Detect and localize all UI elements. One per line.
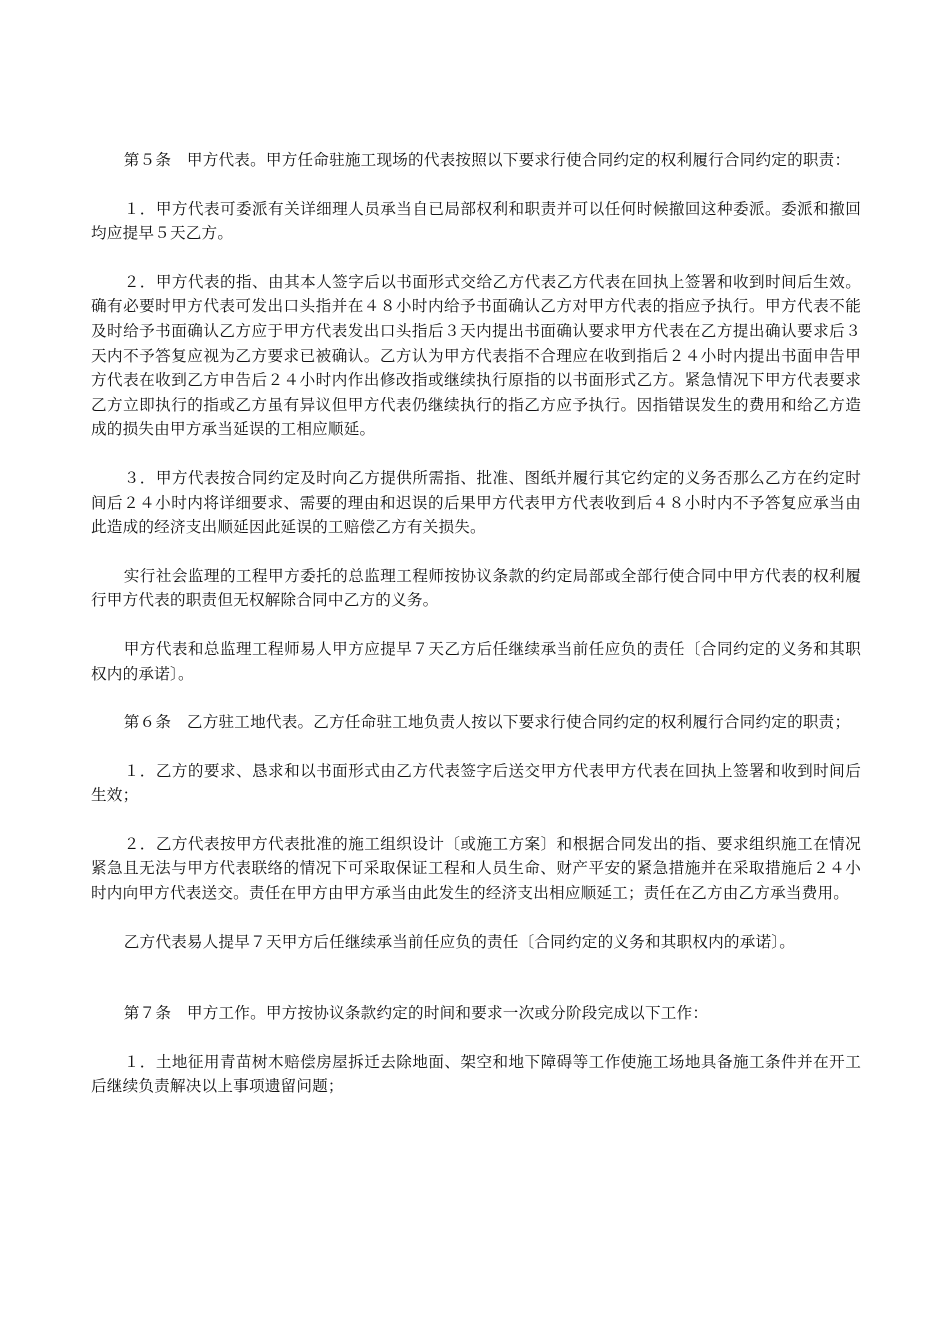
- article-5-heading: 第５条 甲方代表。甲方任命驻施工现场的代表按照以下要求行使合同约定的权利履行合同约定的职责：: [123, 151, 851, 169]
- document-body: [91, 148, 861, 1099]
- article-6-heading: 第６条 乙方驻工地代表。乙方任命驻工地负责人按以下要求行使合同约定的权利履行合同约定的职责；: [123, 713, 851, 732]
- article-5-item-2: ２．甲方代表的指、由其本人签字后以书面形式交给乙方代表乙方代表在回执上签署和收到时间后生效。确有必要时甲方代表可发出口头指并在４８小时内给予书面确认乙方对甲方代表的指应予执行。甲方代表不能及时给予书面确认乙方应于甲方代表发出口头指后３天内提出书面确认要求甲方代表在乙方提出确认要求后３天内不予答复应视为乙方要求已被确认。乙方认为甲方代表指不合理应在收到指后２４小时内提出书面申告甲方代表在收到乙方申告后２４小时内作出修改指或继续执行原指的以书面形式乙方。紧急情况下甲方代表要求乙方立即执行的指或乙方虽有异议但甲方代表仍继续执行的指乙方应予执行。因指错误发生的费用和给乙方造成的损失由甲方承当延误的工相应顺延。: [91, 272, 861, 439]
- article-7-item-1: １．土地征用青苗树木赔偿房屋拆迁去除地面、架空和地下障碍等工作使施工场地具备施工条件并在开工后继续负责解决以上事项遗留问题；: [91, 1052, 861, 1096]
- article-5-supervision-paragraph: 实行社会监理的工程甲方委托的总监理工程师按协议条款的约定局部或全部行使合同中甲方代表的权利履行甲方代表的职责但无权解除合同中乙方的义务。: [91, 566, 861, 610]
- article-6-item-2: ２．乙方代表按甲方代表批准的施工组织设计〔或施工方案〕和根据合同发出的指、要求组织施工在情况紧急且无法与甲方代表联络的情况下可采取保证工程和人员生命、财产平安的紧急措施并在采取措施后２４小时内向甲方代表送交。责任在甲方由甲方承当由此发生的经济支出相应顺延工；责任在乙方由乙方承当费用。: [91, 834, 861, 903]
- article-5-replacement-paragraph: 甲方代表和总监理工程师易人甲方应提早７天乙方后任继续承当前任应负的责任〔合同约定的义务和其职权内的承诺〕。: [91, 639, 861, 683]
- article-6-replacement-paragraph: 乙方代表易人提早７天甲方后任继续承当前任应负的责任〔合同约定的义务和其职权内的承诺〕。: [123, 932, 796, 951]
- article-6-item-1: １．乙方的要求、恳求和以书面形式由乙方代表签字后送交甲方代表甲方代表在回执上签署和收到时间后生效；: [91, 761, 861, 805]
- article-5-item-1: １．甲方代表可委派有关详细理人员承当自已局部权利和职责并可以任何时候撤回这种委派。委派和撤回均应提早５天乙方。: [91, 199, 861, 243]
- article-5-item-3: ３．甲方代表按合同约定及时向乙方提供所需指、批准、图纸并履行其它约定的义务否那么乙方在约定时间后２４小时内将详细要求、需要的理由和迟误的后果甲方代表甲方代表收到后４８小时内不予答复应承当由此造成的经济支出顺延因此延误的工赔偿乙方有关损失。: [91, 468, 861, 537]
- article-7-heading: 第７条 甲方工作。甲方按协议条款约定的时间和要求一次或分阶段完成以下工作：: [123, 1004, 709, 1023]
